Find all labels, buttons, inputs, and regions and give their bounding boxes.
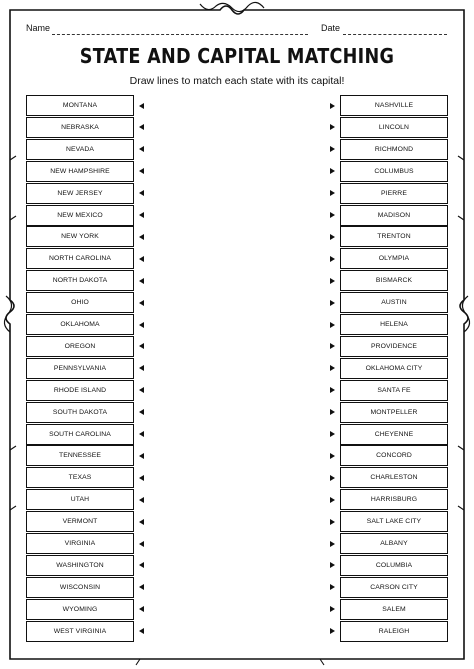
state-box[interactable]: NORTH CAROLINA — [26, 248, 134, 269]
state-box[interactable]: WYOMING — [26, 599, 134, 620]
left-arrow-icon — [139, 343, 144, 349]
state-box[interactable]: MONTANA — [26, 95, 134, 116]
right-arrow-icon — [330, 146, 335, 152]
capital-box[interactable]: CONCORD — [340, 445, 448, 466]
capital-box[interactable]: MADISON — [340, 205, 448, 226]
capital-box[interactable]: LINCOLN — [340, 117, 448, 138]
left-arrow-icon — [139, 365, 144, 371]
capital-box[interactable]: NASHVILLE — [340, 95, 448, 116]
state-box[interactable]: WASHINGTON — [26, 555, 134, 576]
capital-box[interactable]: HELENA — [340, 314, 448, 335]
state-box[interactable]: NEVADA — [26, 139, 134, 160]
name-field[interactable] — [52, 34, 308, 35]
left-arrow-icon — [139, 519, 144, 525]
left-arrow-icon — [139, 256, 144, 262]
right-arrow-icon — [330, 562, 335, 568]
right-arrow-icon — [330, 606, 335, 612]
capital-box[interactable]: CARSON CITY — [340, 577, 448, 598]
state-box[interactable]: NEBRASKA — [26, 117, 134, 138]
capital-box[interactable]: SALEM — [340, 599, 448, 620]
capital-box[interactable]: CHEYENNE — [340, 424, 448, 445]
capital-box[interactable]: AUSTIN — [340, 292, 448, 313]
capital-box[interactable]: CHARLESTON — [340, 467, 448, 488]
capital-box[interactable]: COLUMBUS — [340, 161, 448, 182]
capital-box[interactable]: RALEIGH — [340, 621, 448, 642]
left-arrow-icon — [139, 409, 144, 415]
right-arrow-icon — [330, 387, 335, 393]
state-box[interactable]: OKLAHOMA — [26, 314, 134, 335]
left-arrow-icon — [139, 322, 144, 328]
state-box[interactable]: RHODE ISLAND — [26, 380, 134, 401]
capital-box[interactable]: OLYMPIA — [340, 248, 448, 269]
right-arrow-icon — [330, 409, 335, 415]
left-arrow-icon — [139, 497, 144, 503]
left-arrow-icon — [139, 168, 144, 174]
state-box[interactable]: VERMONT — [26, 511, 134, 532]
right-arrow-icon — [330, 278, 335, 284]
capital-box[interactable]: COLUMBIA — [340, 555, 448, 576]
worksheet-title: STATE AND CAPITAL MATCHING — [79, 44, 395, 68]
left-arrow-icon — [139, 212, 144, 218]
capital-box[interactable]: SALT LAKE CITY — [340, 511, 448, 532]
left-arrow-icon — [139, 562, 144, 568]
left-arrow-icon — [139, 146, 144, 152]
right-arrow-icon — [330, 628, 335, 634]
left-arrow-icon — [139, 606, 144, 612]
right-arrow-icon — [330, 519, 335, 525]
right-arrow-icon — [330, 103, 335, 109]
right-arrow-icon — [330, 431, 335, 437]
left-arrow-icon — [139, 584, 144, 590]
left-arrow-icon — [139, 475, 144, 481]
state-box[interactable]: SOUTH CAROLINA — [26, 424, 134, 445]
right-arrow-icon — [330, 190, 335, 196]
state-box[interactable]: WEST VIRGINIA — [26, 621, 134, 642]
state-box[interactable]: WISCONSIN — [26, 577, 134, 598]
state-box[interactable]: NEW YORK — [26, 226, 134, 247]
capital-box[interactable]: PROVIDENCE — [340, 336, 448, 357]
state-box[interactable]: UTAH — [26, 489, 134, 510]
state-box[interactable]: SOUTH DAKOTA — [26, 402, 134, 423]
capital-box[interactable]: TRENTON — [340, 226, 448, 247]
worksheet-instructions: Draw lines to match each state with its capital! — [129, 75, 345, 87]
right-arrow-icon — [330, 212, 335, 218]
left-arrow-icon — [139, 541, 144, 547]
left-arrow-icon — [139, 124, 144, 130]
left-arrow-icon — [139, 628, 144, 634]
right-arrow-icon — [330, 300, 335, 306]
state-box[interactable]: NORTH DAKOTA — [26, 270, 134, 291]
right-arrow-icon — [330, 322, 335, 328]
state-box[interactable]: OHIO — [26, 292, 134, 313]
name-label: Name — [26, 23, 51, 33]
right-arrow-icon — [330, 256, 335, 262]
left-arrow-icon — [139, 387, 144, 393]
state-box[interactable]: TENNESSEE — [26, 445, 134, 466]
capital-box[interactable]: BISMARCK — [340, 270, 448, 291]
right-arrow-icon — [330, 475, 335, 481]
left-arrow-icon — [139, 300, 144, 306]
right-arrow-icon — [330, 234, 335, 240]
right-arrow-icon — [330, 343, 335, 349]
right-arrow-icon — [330, 365, 335, 371]
right-arrow-icon — [330, 168, 335, 174]
right-arrow-icon — [330, 453, 335, 459]
capital-box[interactable]: ALBANY — [340, 533, 448, 554]
capital-box[interactable]: PIERRE — [340, 183, 448, 204]
date-field[interactable] — [343, 34, 447, 35]
state-box[interactable]: VIRGINIA — [26, 533, 134, 554]
capital-box[interactable]: MONTPELLER — [340, 402, 448, 423]
right-arrow-icon — [330, 584, 335, 590]
state-box[interactable]: PENNSYLVANIA — [26, 358, 134, 379]
right-arrow-icon — [330, 541, 335, 547]
right-arrow-icon — [330, 497, 335, 503]
left-arrow-icon — [139, 278, 144, 284]
capital-box[interactable]: OKLAHOMA CITY — [340, 358, 448, 379]
state-box[interactable]: NEW JERSEY — [26, 183, 134, 204]
state-box[interactable]: NEW MEXICO — [26, 205, 134, 226]
left-arrow-icon — [139, 234, 144, 240]
state-box[interactable]: NEW HAMPSHIRE — [26, 161, 134, 182]
left-arrow-icon — [139, 190, 144, 196]
state-box[interactable]: OREGON — [26, 336, 134, 357]
left-arrow-icon — [139, 453, 144, 459]
capital-box[interactable]: HARRISBURG — [340, 489, 448, 510]
date-label: Date — [321, 23, 341, 33]
capital-box[interactable]: SANTA FE — [340, 380, 448, 401]
capital-box[interactable]: RICHMOND — [340, 139, 448, 160]
left-arrow-icon — [139, 431, 144, 437]
right-arrow-icon — [330, 124, 335, 130]
left-arrow-icon — [139, 103, 144, 109]
state-box[interactable]: TEXAS — [26, 467, 134, 488]
